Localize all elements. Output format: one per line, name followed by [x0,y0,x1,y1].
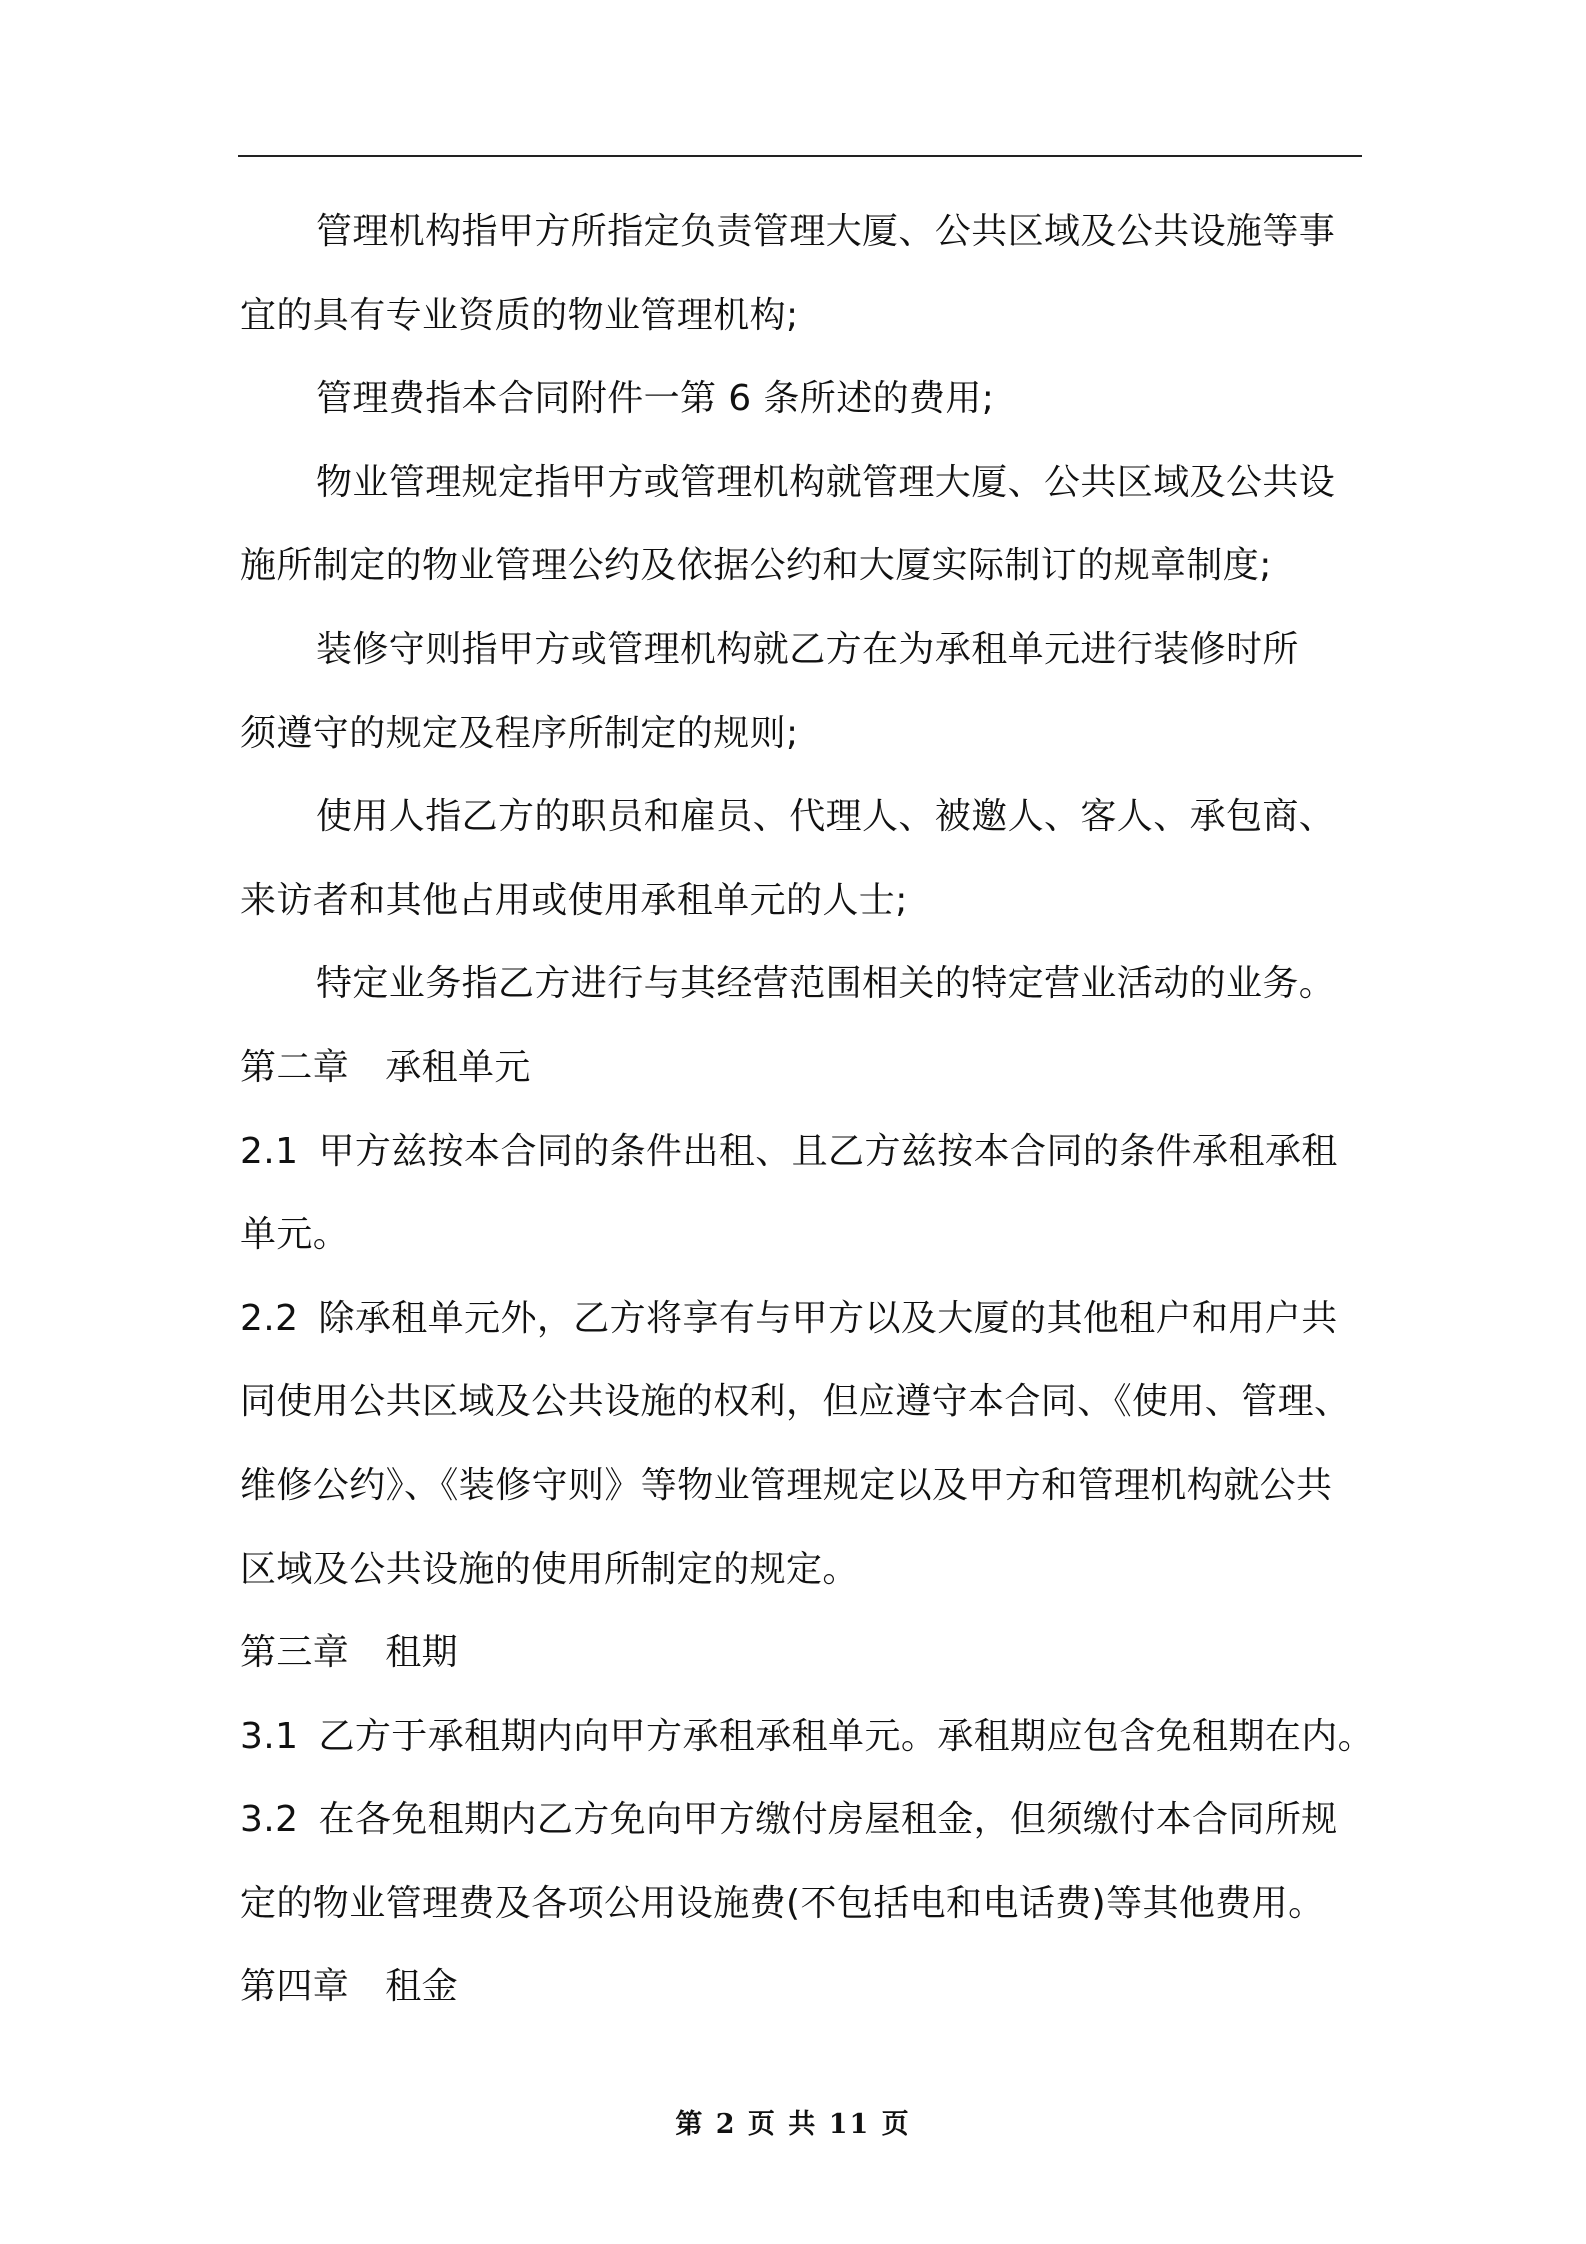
header-rule [238,155,1362,157]
clause-2-1-text: 甲方兹按本合同的条件出租、且乙方兹按本合同的条件承租承租 [318,1130,1338,1172]
page-number-footer: 第 2 页 共 11 页 [675,2109,911,2140]
clause-2-1-cont: 单元。 [240,1214,350,1256]
clause-2-2-cont-1: 同使用公共区域及公共设施的权利，但应遵守本合同、《使用、管理、 [240,1381,1351,1423]
clause-2-2-text: 除承租单元外，乙方将享有与甲方以及大厦的其他租户和用户共 [318,1297,1338,1339]
definition-user-cont: 来访者和其他占用或使用承租单元的人士; [240,879,908,921]
clause-2-2-cont-2: 维修公约》、《装修守则》等物业管理规定以及甲方和管理机构就公共 [240,1464,1333,1506]
chapter-3-label: 第三章 [240,1632,350,1674]
definition-property-rules-cont: 施所制定的物业管理公约及依据公约和大厦实际制订的规章制度; [240,545,1272,587]
definition-management-agency-cont: 宜的具有专业资质的物业管理机构; [240,294,799,336]
definition-decoration-rules: 装修守则指甲方或管理机构就乙方在为承租单元进行装修时所 [316,628,1299,670]
definition-user: 使用人指乙方的职员和雇员、代理人、被邀人、客人、承包商、 [316,796,1336,838]
chapter-2-label: 第二章 [240,1046,350,1088]
chapter-3-heading [240,1611,1365,1695]
definition-management-agency: 管理机构指甲方所指定负责管理大厦、公共区域及公共设施等事 [316,211,1336,252]
clause-2-1 [240,1110,1365,1194]
chapter-3-title: 租期 [385,1632,459,1674]
clause-3-1 [240,1695,1375,1779]
definition-management-fee: 管理费指本合同附件一第 6 条所述的费用; [316,378,995,420]
clause-3-2-text: 在各免租期内乙方免向甲方缴付房屋租金，但须缴付本合同所规 [318,1799,1338,1841]
clause-2-2-number: 2.2 [240,1297,299,1339]
clause-3-2 [240,1778,1365,1862]
definition-decoration-rules-cont: 须遵守的规定及程序所制定的规则; [240,712,799,754]
definition-specific-business: 特定业务指乙方进行与其经营范围相关的特定营业活动的业务。 [316,963,1336,1005]
chapter-4-heading [240,1945,1365,2029]
clause-3-2-cont: 定的物业管理费及各项公用设施费(不包括电和电话费)等其他费用。 [240,1882,1325,1924]
chapter-2-title: 承租单元 [385,1046,531,1088]
chapter-4-title: 租金 [385,1966,459,2008]
page-body [240,190,1375,2029]
clause-2-2-cont-3: 区域及公共设施的使用所制定的规定。 [240,1548,859,1590]
clause-3-1-number: 3.1 [240,1715,299,1757]
clause-2-1-number: 2.1 [240,1130,299,1172]
clause-2-2 [240,1277,1365,1361]
clause-3-2-number: 3.2 [240,1799,299,1841]
clause-3-1-text: 乙方于承租期内向甲方承租承租单元。承租期应包含免租期在内。 [318,1715,1375,1757]
chapter-4-label: 第四章 [240,1966,350,2008]
definition-property-rules: 物业管理规定指甲方或管理机构就管理大厦、公共区域及公共设 [316,461,1336,503]
chapter-2-heading [240,1026,1365,1110]
